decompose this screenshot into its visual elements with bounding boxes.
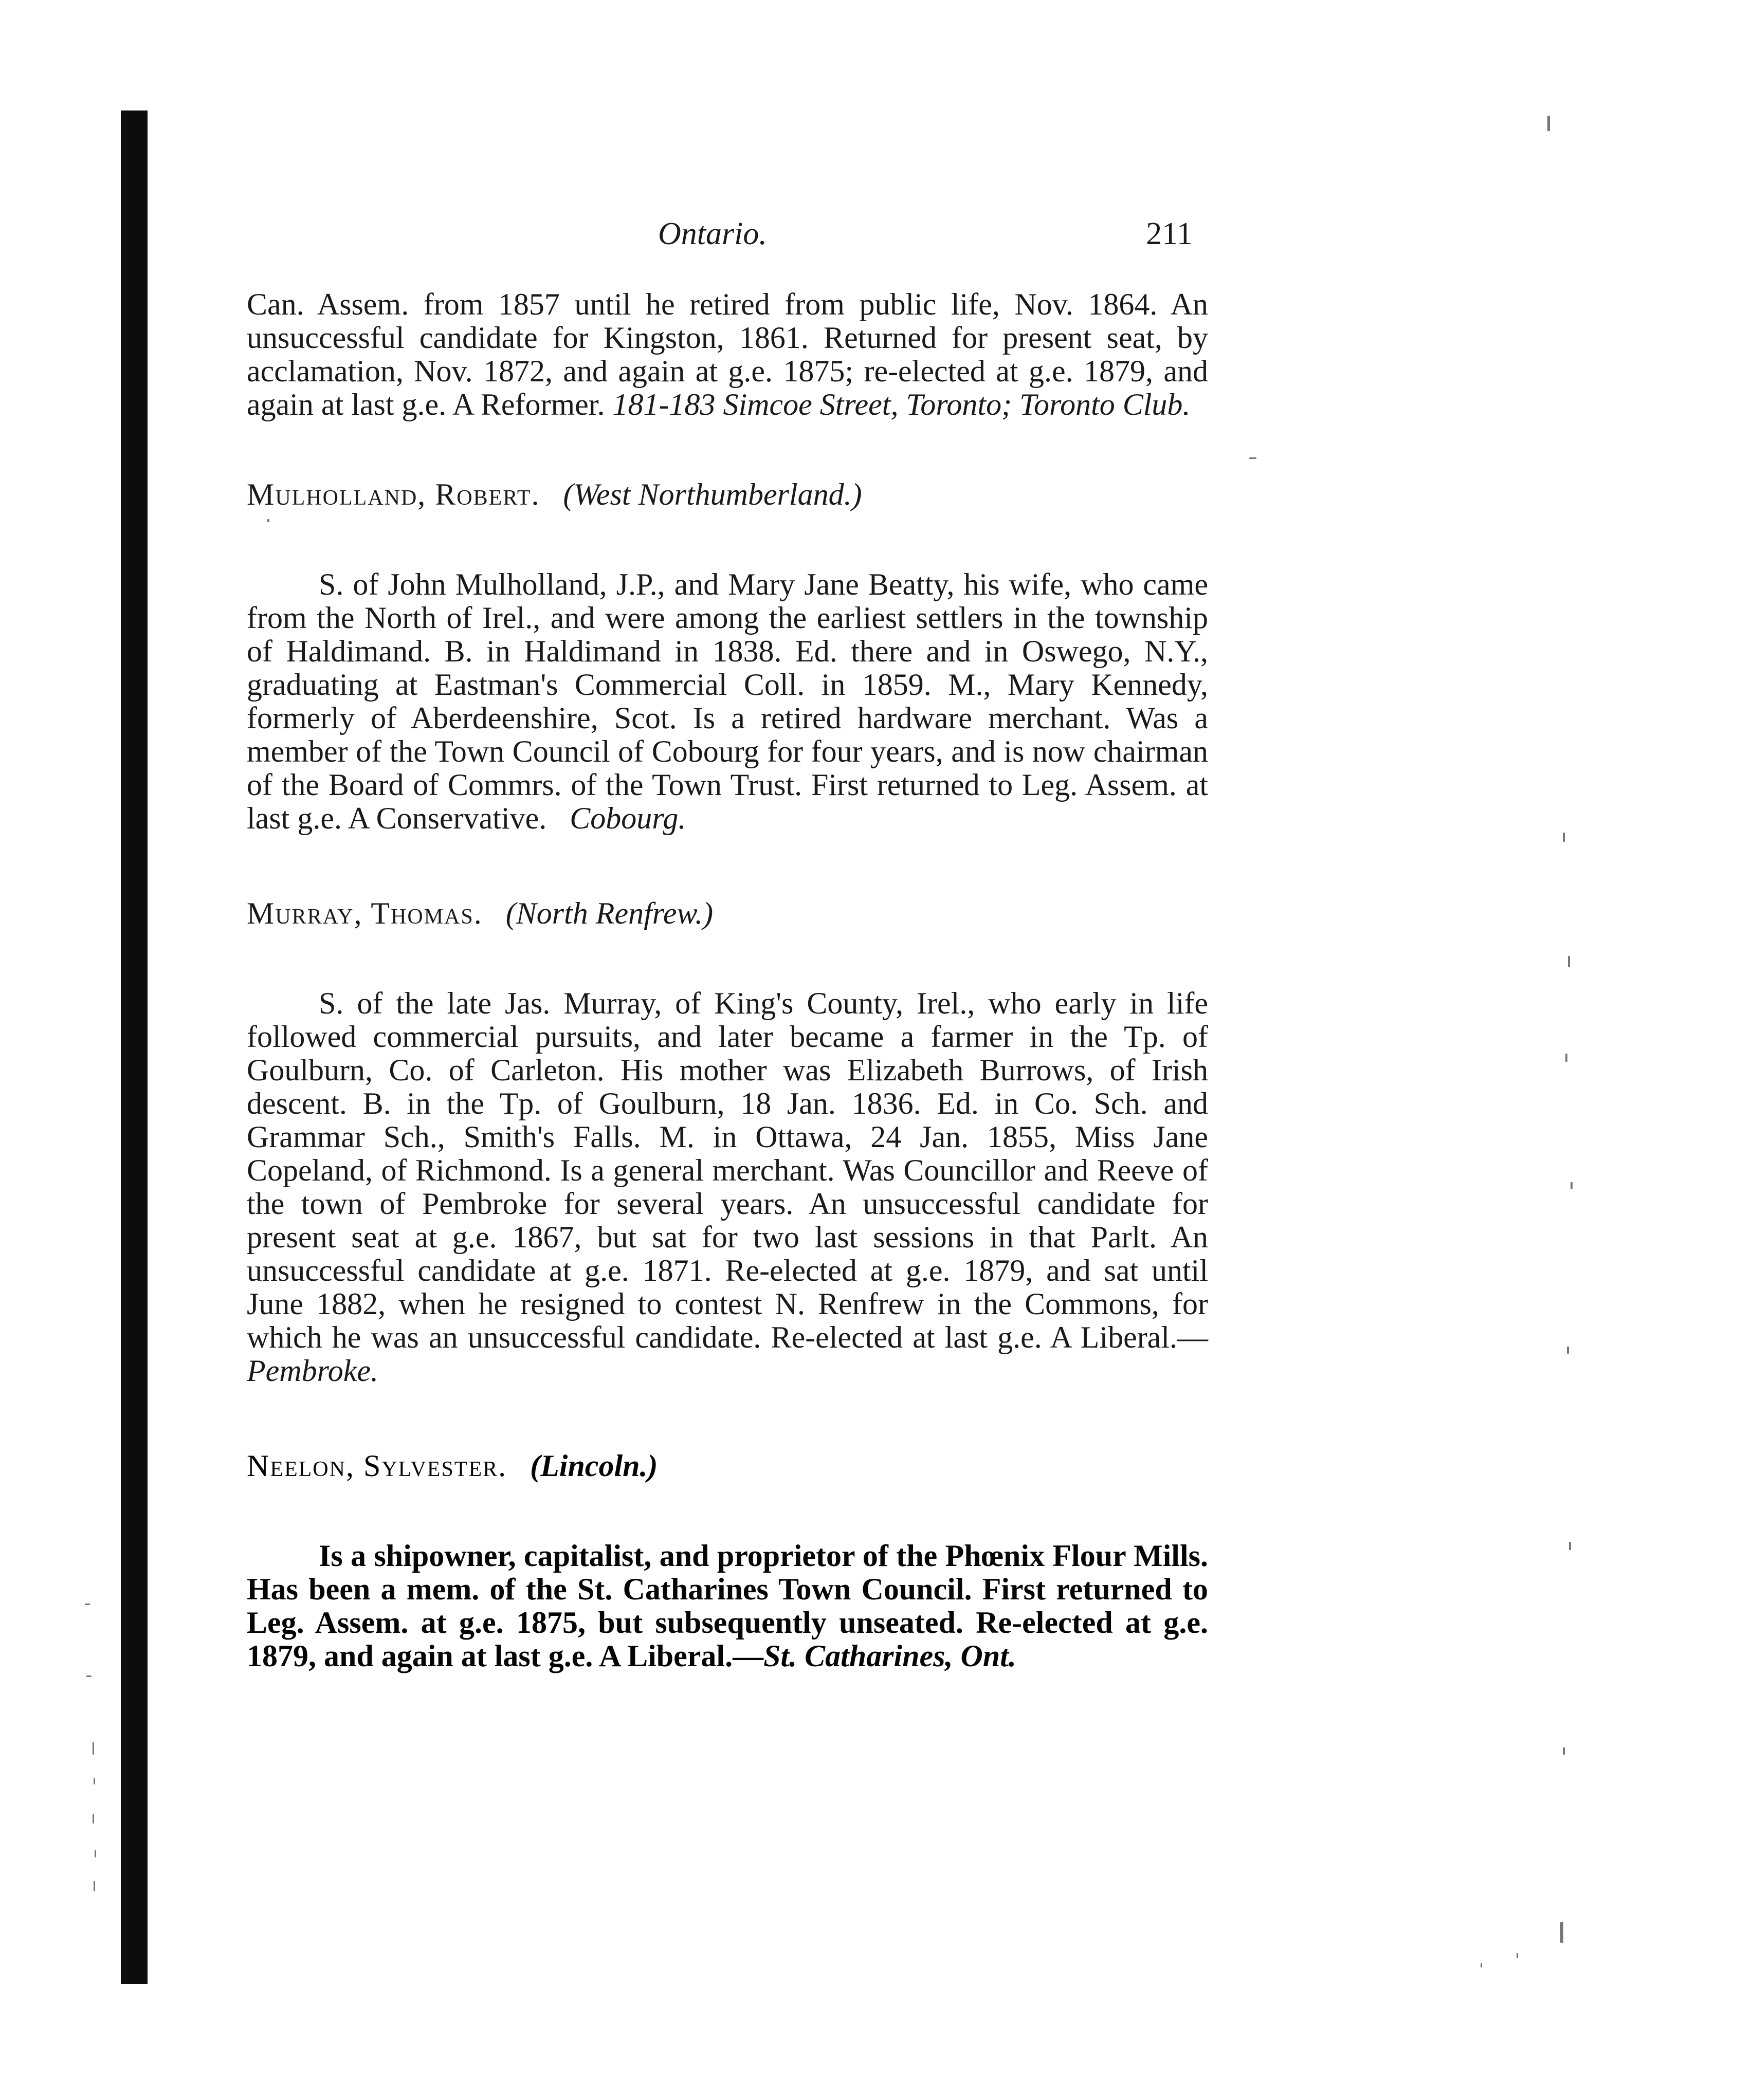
continuation-address: 181-183 Simcoe Street, Toronto; Toronto Club.: [612, 388, 1191, 421]
scan-speck: [267, 519, 269, 522]
entry-body-text: S. of the late Jas. Murray, of King's County, Irel., who early in life followed commercial pursuits, and later became a farmer in the Tp. of Goulburn, Co. of Carleton. His mother was Elizabeth Burrows, of Irish descent. B. in the Tp. of Goulburn, 18 Jan. 1836. Ed. in Co. Sch. and Grammar Sch., Smith's Falls. M. in Ottawa, 24 Jan. 1855, Miss Jane Copeland, of Richmond. Is a general merchant. Was Councillor and Reeve of the town of Pembroke for several years. An unsuccessful candidate for present seat at g.e. 1867, but sat for two last sessions in that Parlt. An unsuccessful candidate at g.e. 1871. Re-elected at g.e. 1879, and sat until June 1882, when he resigned to contest N. Renfrew in the Commons, for which he was an unsuccessful candidate. Re-elected at last g.e. A Liberal.—: [247, 986, 1208, 1354]
scan-speck: [1481, 1963, 1482, 1967]
entry-address: St. Catharines, Ont.: [763, 1639, 1016, 1673]
entry-address: Cobourg.: [570, 801, 686, 835]
scan-speck: [94, 1778, 95, 1784]
scan-speck: [93, 1814, 94, 1823]
scan-speck: [1569, 1542, 1571, 1550]
entry-heading-mulholland: [247, 478, 1208, 511]
scan-speck: [1565, 1054, 1567, 1062]
continuation-paragraph: [247, 288, 1208, 421]
entry-heading-murray: [247, 897, 1208, 930]
entry-body-text: Is a shipowner, capitalist, and proprietor of the Phœnix Flour Mills. Has been a mem. of the St. Catharines Town Council. First returned to Leg. Assem. at g.e. 1875, but subsequently unseated. Re-elected at g.e. 1879, and again at last g.e. A Liberal.—: [247, 1539, 1208, 1673]
entry-riding: (West Northumberland.): [563, 477, 862, 511]
entry-name: Neelon, Sylvester.: [247, 1449, 507, 1483]
scan-speck: [94, 1881, 95, 1891]
entry-body-text: S. of John Mulholland, J.P., and Mary Jane Beatty, his wife, who came from the North of Irel., and were among the earliest settlers in the township of Haldimand. B. in Haldimand in 1838. Ed. there and in Oswego, N.Y., graduating at Eastman's Commercial Coll. in 1859. M., Mary Kennedy, formerly of Aberdeenshire, Scot. Is a retired hardware merchant. Was a member of the Town Council of Cobourg for four years, and is now chairman of the Board of Commrs. of the Town Trust. First returned to Leg. Assem. at last g.e. A Conservative.: [247, 567, 1208, 835]
scan-speck: [1249, 457, 1256, 459]
scan-speck: [1560, 1922, 1563, 1943]
scan-speck: [1563, 833, 1565, 842]
book-spine-shadow: [121, 110, 148, 1984]
entry-body-mulholland: [247, 568, 1208, 835]
scan-speck: [1517, 1953, 1518, 1958]
scan-speck: [93, 1742, 94, 1755]
scan-speck: [1567, 1347, 1569, 1354]
scan-speck: [1563, 1747, 1565, 1755]
entry-riding: (Lincoln.): [530, 1449, 658, 1483]
scan-speck: [95, 1850, 96, 1857]
entry-heading-neelon: [247, 1449, 1208, 1483]
page-body: [247, 288, 1208, 1673]
scan-speck: [1571, 1182, 1573, 1189]
entry-riding: (North Renfrew.): [505, 896, 714, 930]
scan-speck: [1568, 956, 1570, 967]
page-header: [257, 216, 1208, 257]
entry-body-neelon: [247, 1539, 1208, 1673]
scan-speck: [86, 1675, 92, 1677]
page-number: 211: [1146, 216, 1193, 251]
scan-speck: [1547, 116, 1550, 131]
entry-name: Murray, Thomas.: [247, 896, 483, 930]
running-title: Ontario.: [658, 216, 767, 251]
entry-body-murray: [247, 987, 1208, 1388]
scan-speck: [85, 1604, 90, 1605]
continuation-text: Can. Assem. from 1857 until he retired from public life, Nov. 1864. An unsuccessful candidate for Kingston, 1861. Returned for present seat, by acclamation, Nov. 1872, and again at g.e. 1875; re-elected at g.e. 1879, and again at last g.e. A Reformer.: [247, 287, 1208, 421]
entry-address: Pembroke.: [247, 1354, 378, 1388]
entry-name: Mulholland, Robert.: [247, 477, 540, 511]
